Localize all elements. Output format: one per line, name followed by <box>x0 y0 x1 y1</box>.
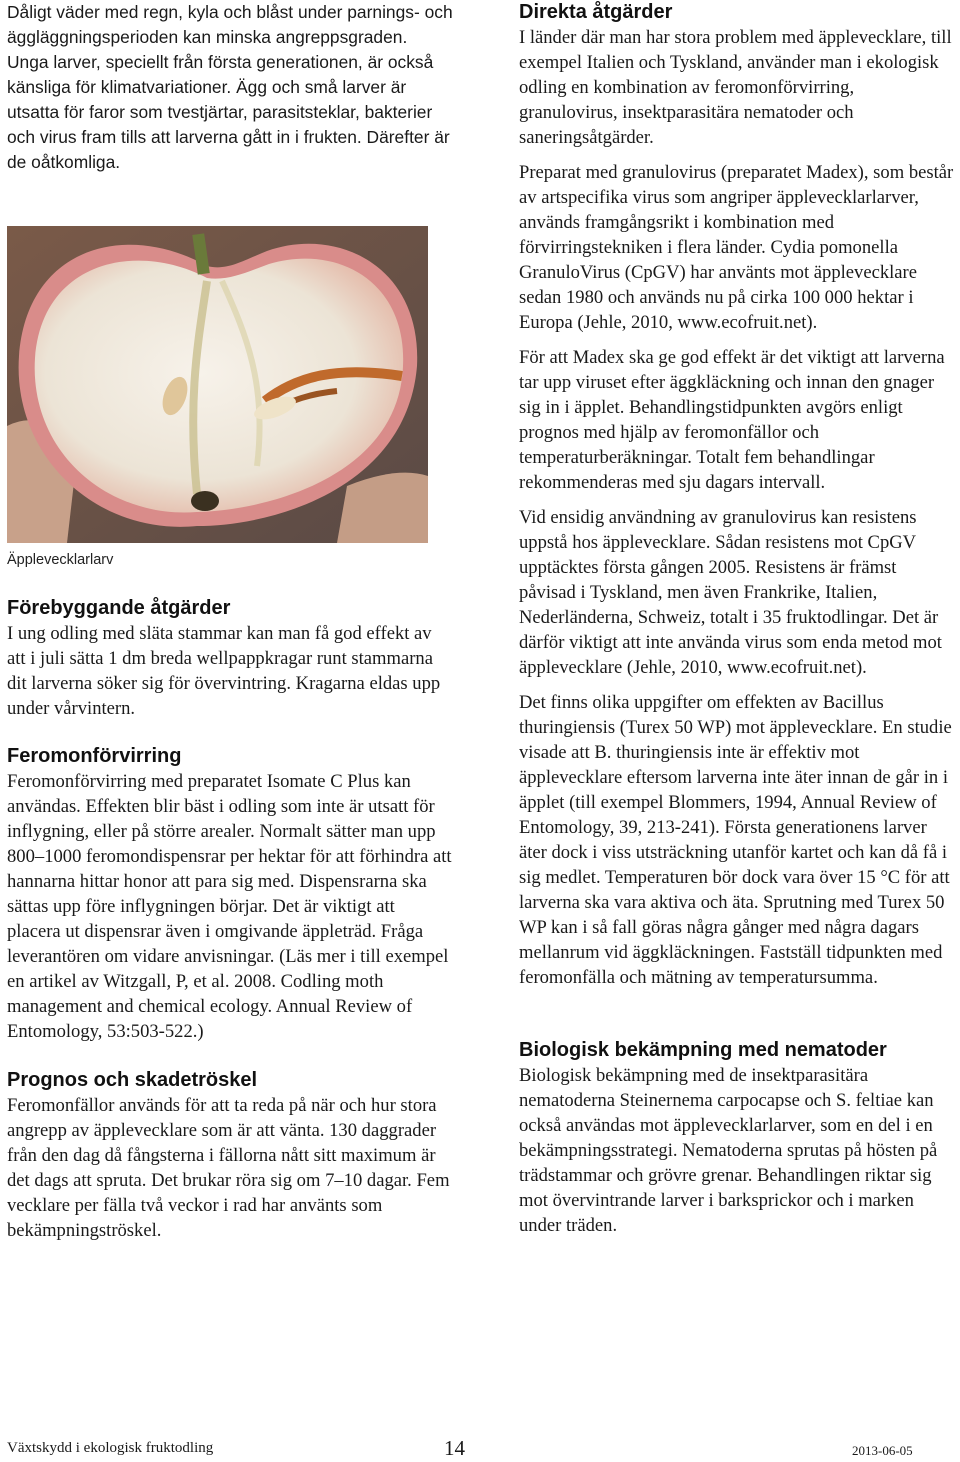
paragraph-direkta-5: Det finns olika uppgifter om effekten av Bacillus thuringiensis (Turex 50 WP) mot äpplevecklare. En studie visade att B. thuringiensis inte är effektiv mot äpplevecklare eftersom larverna inte äter innan de går in i äpplet (till exempel Blommers, 1994, Annual Review of Entomology, 39, 213-241). Första generationens larver äter dock i viss utsträckning utanför kartet och kan då få i sig medlet. Temperaturen bör dock vara över 15 °C för att larverna ska vara aktiva och äta. Sprutning med Turex 50 WP kan i så fall göras några gånger med några dagars mellanrum vid äggkläckningen. Fastställ tidpunkten med feromonfälla och mätning av temperatursumma. <box>519 692 952 988</box>
paragraph-direkta-3: För att Madex ska ge god effekt är det viktigt att larverna tar upp viruset efter äggkläckning och innan den gnager sig in i äpplet. Behandlingstidpunkten avgörs enligt prognos med hjälp av feromonfällor och temperaturberäkningar. Totalt fem behandlingar rekommenderas med sju dagars intervall. <box>519 347 945 493</box>
intro-paragraph: Dåligt väder med regn, kyla och blåst under parnings- och äggläggningsperioden kan minska angreppsgraden. Unga larver, speciellt från första generationen, är också känsliga för klimatvariationer. Ägg och små larver är utsatta för faror som tvestjärtar, parasitsteklar, bakterier och virus fram tills att larverna gått in i frukten. Därefter är de oåtkomliga. <box>7 2 453 172</box>
heading-nematoder: Biologisk bekämpning med nematoder <box>519 1039 887 1061</box>
page-number: 14 <box>444 1436 465 1460</box>
paragraph-direkta-4: Vid ensidig användning av granulovirus kan resistens uppstå hos äpplevecklare. Sådan resistens mot CpGV upptäcktes första gången 2005. Resistens är främst påvisad i Tyskland, men även Frankrike, Italien, Nederländerna, Schweiz, totalt i 35 fruktodlingar. Det är därför viktigt att inte använda virus som enda metod mot äpplevecklare (Jehle, 2010, www.ecofruit.net). <box>519 507 942 678</box>
paragraph-nematoder: Biologisk bekämpning med de insektparasitära nematoderna Steinernema carpocapse och S. feltiae kan också användas mot äpplevecklarlarver, som en del i en bekämpningsstrategi. Nematoderna sprutas på hösten på trädstammar och grövre grenar. Behandlingen riktar sig mot övervintrande larver i barksprickor och i marken under träden. <box>519 1065 938 1236</box>
heading-prognos: Prognos och skadetröskel <box>7 1069 258 1091</box>
heading-direkta-atgarder: Direkta åtgärder <box>519 1 673 23</box>
footer-title: Växtskydd i ekologisk fruktodling <box>7 1440 214 1456</box>
apple-larva-photo <box>7 226 428 543</box>
heading-forebyggande: Förebyggande åtgärder <box>7 597 231 619</box>
paragraph-forebyggande: I ung odling med släta stammar kan man få god effekt av att i juli sätta 1 dm breda wellpappkragar runt stammarna dit larverna söker sig för övervintring. Kragarna eldas upp under vårvintern. <box>7 623 441 719</box>
footer-date: 2013-06-05 <box>852 1443 913 1458</box>
left-column-sections <box>7 596 453 1243</box>
right-column <box>519 0 955 1238</box>
paragraph-feromonforvirring: Feromonförvirring med preparatet Isomate C Plus kan användas. Effekten blir bäst i odling som inte är utsatt för inflygning, eller på större arealer. Normalt sätter man upp 800–1000 feromondispensrar per hektar för att förhindra att hannarna hittar honor att para sig med. Dispensrarna ska sättas upp före inflygningen börjar. Det är viktigt att placera ut dispensrar även i omgivande äppleträd. Fråga leverantören om vidare anvisningar. (Läs mer i till exempel en artikel av Witzgall, P, et al. 2008. Codling moth management and chemical ecology. Annual Review of Entomology, 53:503-522.) <box>7 771 452 1042</box>
heading-feromonforvirring: Feromonförvirring <box>7 745 182 767</box>
paragraph-direkta-1: I länder där man har stora problem med äpplevecklare, till exempel Italien och Tyskland, använder man i ekologisk odling en kombination av feromonförvirring, granulovirus, insektparasitära nematoder och saneringsåtgärder. <box>519 27 952 148</box>
paragraph-prognos: Feromonfällor används för att ta reda på när och hur stora angrepp av äpplevecklare som är att vänta. 130 daggrader från den dag då fångsterna i fällorna nått sitt maximum är det dags att spruta. Det brukar röra sig om 7–10 dagar. Fem vecklare per fälla två veckor i rad har använts som bekämpningströskel. <box>7 1095 450 1241</box>
paragraph-direkta-2: Preparat med granulovirus (preparatet Madex), som består av artspecifika virus som angriper äpplevecklarlarver, används framgångsrikt i kombination med förvirringstekniken i flera länder. Cydia pomonella GranuloVirus (CpGV) har använts mot äpplevecklare sedan 1980 och används nu på cirka 100 000 hektar i Europa (Jehle, 2010, www.ecofruit.net). <box>519 162 954 333</box>
left-column <box>7 0 453 175</box>
apple-cross-section-image <box>7 226 428 543</box>
photo-caption: Äpplevecklarlarv <box>7 552 114 568</box>
page-footer <box>0 1436 960 1462</box>
